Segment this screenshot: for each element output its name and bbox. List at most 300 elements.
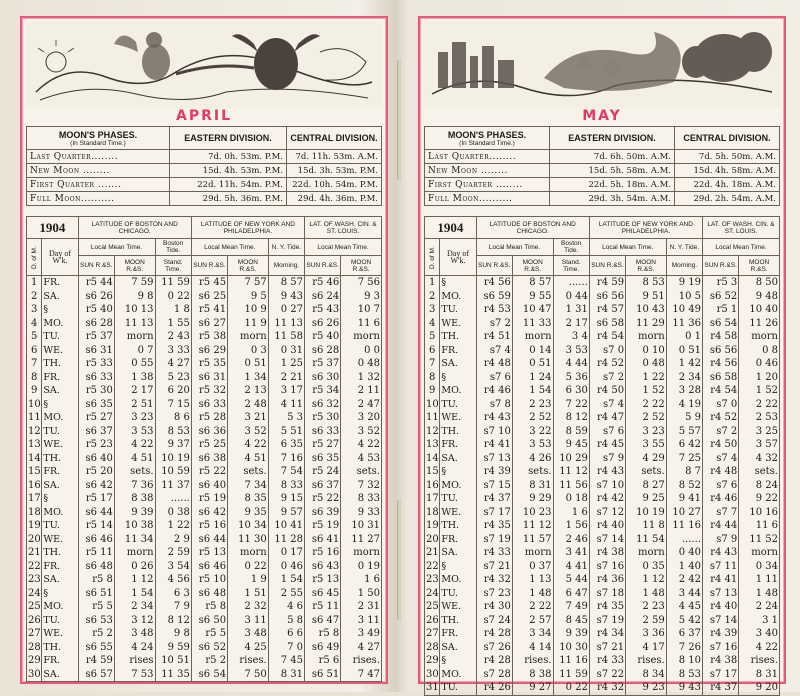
day-of-month-cell: 17 [28,493,41,505]
day-of-month-heading: D. of M. [27,239,42,276]
moon-newyork-cell: 8 34 [626,668,667,682]
day-of-month-cell: 8 [27,371,42,385]
sun-boston-cell: r5 44 [78,276,114,290]
sun-boston-cell: s6 40 [78,452,114,466]
month-title: MAY [582,108,622,124]
sun-washington-cell: r4 56 [703,357,739,371]
moon-washington-cell: 10 40 [739,303,780,317]
day-of-month-cell: 6 [425,344,440,358]
tide-newyork-cell: 10 27 [666,506,702,520]
day-of-week-cell: TH. [42,452,78,466]
day-of-week-cell: MO. [42,600,78,614]
day-of-week-cell: § [440,276,476,290]
sun-newyork-cell: s6 58 [589,317,625,331]
moon-washington-cell: morn [739,546,780,560]
ny-tide-heading: N. Y. Tide. [268,239,304,256]
calendar-row [425,303,780,317]
tide-newyork-cell: 10 5 [666,290,702,304]
sun-washington-cell: r4 37 [703,681,739,695]
day-of-week-cell: MO. [440,573,476,587]
tide-newyork-cell: 4 45 [666,600,702,614]
sun-boston-cell: s6 28 [78,317,114,331]
moon-washington-cell: 11 26 [739,317,780,331]
calendar-row [425,357,780,371]
tide-newyork-cell: 0 27 [268,303,304,317]
sun-washington-cell: r5 22 [305,492,341,506]
sun-boston-cell: s7 23 [476,587,512,601]
washington-heading: LAT. OF WASH. CIN. & ST. LOUIS. [305,217,382,239]
moon-newyork-cell: 11 30 [228,533,269,547]
tide-newyork-cell: 11 16 [666,519,702,533]
sun-boston-cell: r4 46 [476,384,512,398]
tide-boston-cell: 0 22 [155,290,191,304]
day-of-week-cell: § [440,654,476,668]
sun-newyork-cell: s6 38 [191,452,227,466]
tide-boston-cell: 8 6 [155,411,191,425]
sun-boston-cell: r4 43 [476,411,512,425]
tide-newyork-cell: 9 15 [268,492,304,506]
sun-washington-cell: s6 54 [703,317,739,331]
sun-washington-cell: s7 7 [703,506,739,520]
may-header-engraving-icon [424,22,780,108]
sun-washington-cell: s6 28 [305,344,341,358]
moon-newyork-cell: 1 34 [228,371,269,385]
sun-boston-cell: r4 30 [476,600,512,614]
moon-washington-cell: morn [341,330,382,344]
moon-washington-cell: 1 32 [341,371,382,385]
day-of-week-cell: MO. [42,411,78,425]
calendar-row [425,465,780,479]
calendar-row [27,654,382,668]
local-mean-time-heading: Local Mean Time. [305,239,382,256]
tide-boston-cell: 11 35 [155,668,191,682]
moon-washington-cell: 3 25 [739,425,780,439]
moon-boston-cell: 11 33 [512,317,553,331]
calendar-row [27,533,382,547]
moon-boston-cell: morn [512,330,553,344]
day-of-week-cell: WE. [440,600,476,614]
sun-newyork-cell: r5 35 [191,357,227,371]
moon-boston-cell: 1 12 [114,573,155,587]
sun-boston-cell: r5 20 [78,465,114,479]
tide-boston-cell: 5 44 [553,573,589,587]
day-of-month-cell: 14 [28,452,41,464]
moon-washington-cell: 1 52 [739,384,780,398]
moon-boston-cell: 1 54 [114,587,155,601]
moon-boston-cell: 9 27 [512,681,553,695]
moon-boston-cell: 10 47 [512,303,553,317]
sun-boston-cell: r5 23 [78,438,114,452]
moon-boston-cell: 2 23 [512,398,553,412]
new-york-philadelphia-heading: LATITUDE OF NEW YORK AND PHILADELPHIA. [191,217,304,239]
moon-boston-cell: 7 53 [114,668,155,682]
sun-boston-cell: r5 8 [78,573,114,587]
tide-newyork-cell: 6 6 [268,627,304,641]
calendar-row [27,303,382,317]
day-of-week-cell: § [42,587,78,601]
moon-washington-cell: 1 6 [341,573,382,587]
calendar-row [425,425,780,439]
moon-washington-cell: 7 47 [341,668,382,682]
day-of-week-cell: SA. [440,452,476,466]
calendar-row [425,614,780,628]
moon-newyork-cell: 7 50 [228,668,269,682]
calendar-row [425,384,780,398]
sun-washington-cell: s6 32 [305,398,341,412]
day-of-month-cell: 4 [425,317,440,331]
sun-newyork-cell: r5 38 [191,330,227,344]
sun-heading: SUN R.&S. [78,256,114,276]
sun-boston-cell: s7 10 [476,425,512,439]
moon-boston-cell: morn [114,330,155,344]
day-of-week-cell: FR. [42,276,78,290]
calendar-row [27,587,382,601]
moon-phases-table [424,126,780,206]
sun-boston-cell: r5 14 [78,519,114,533]
moon-washington-cell: 7 32 [341,479,382,493]
sun-washington-cell: r5 3 [703,276,739,290]
moon-boston-cell: 1 48 [512,587,553,601]
moon-washington-cell: 11 6 [341,317,382,331]
sun-newyork-cell: r5 8 [191,600,227,614]
day-of-week-cell: TU. [42,330,78,344]
day-of-week-cell: § [440,465,476,479]
sun-washington-cell: s7 9 [703,533,739,547]
moon-heading: MOON R.&S. [739,256,780,276]
tide-boston-cell: 6 30 [553,384,589,398]
day-of-week-cell: FR. [440,533,476,547]
moon-newyork-cell: 8 53 [626,276,667,290]
sun-newyork-cell: s7 16 [589,560,625,574]
moon-newyork-cell: 10 43 [626,303,667,317]
sun-washington-cell: s7 17 [703,668,739,682]
moon-boston-cell: 9 39 [114,506,155,520]
sun-newyork-cell: r5 2 [191,654,227,668]
moon-boston-cell: 11 57 [512,533,553,547]
sun-newyork-cell: r5 28 [191,411,227,425]
tide-boston-cell: 7 49 [553,600,589,614]
sun-newyork-cell: r4 50 [589,384,625,398]
tide-newyork-cell: 7 16 [268,452,304,466]
moon-newyork-cell: 2 52 [626,411,667,425]
moon-boston-cell: 0 26 [114,560,155,574]
moon-newyork-cell: 1 51 [228,587,269,601]
calendar-row [425,519,780,533]
moon-newyork-cell: 10 9 [228,303,269,317]
moon-washington-cell: sets. [739,465,780,479]
sun-newyork-cell: r5 13 [191,546,227,560]
calendar-row [425,492,780,506]
sun-newyork-cell: r5 32 [191,384,227,398]
tide-newyork-cell: 9 41 [666,492,702,506]
moon-newyork-cell: 9 51 [626,290,667,304]
moon-newyork-cell: 3 52 [228,425,269,439]
moon-boston-cell: 8 38 [512,668,553,682]
year-heading: 1904 [425,217,477,239]
moon-boston-cell: 2 52 [512,411,553,425]
calendar-row [425,668,780,682]
sun-washington-cell: s7 16 [703,641,739,655]
sun-boston-cell: r5 33 [78,357,114,371]
tide-newyork-cell: 10 41 [268,519,304,533]
moon-newyork-cell: 2 13 [228,384,269,398]
moon-boston-cell: 3 53 [114,425,155,439]
tide-newyork-cell: 9 43 [666,681,702,695]
tide-newyork-cell: 8 33 [268,479,304,493]
day-of-week-cell: SA. [440,546,476,560]
moon-washington-cell: 1 20 [739,371,780,385]
sun-washington-cell: s7 13 [703,587,739,601]
calendar-row [27,519,382,533]
day-of-month-cell: 28 [426,641,439,653]
moon-newyork-cell: 1 22 [626,371,667,385]
calendar-row [27,411,382,425]
moon-newyork-cell: 10 34 [228,519,269,533]
tide-boston-cell: 8 12 [155,614,191,628]
moon-boston-cell: 1 54 [512,384,553,398]
calendar-row [425,276,780,290]
eastern-division-header: EASTERN DIVISION. [170,127,287,150]
calendar-row [27,452,382,466]
sun-newyork-cell: s7 22 [589,668,625,682]
sun-boston-cell: r4 28 [476,654,512,668]
moon-newyork-cell: 4 25 [228,641,269,655]
day-of-week-cell: WE. [42,438,78,452]
moon-boston-cell: 3 34 [512,627,553,641]
moon-boston-cell: 0 55 [114,357,155,371]
sun-newyork-cell: s6 31 [191,371,227,385]
moon-boston-cell: rises [114,654,155,668]
calendar-row [425,438,780,452]
sun-boston-cell: s6 51 [78,587,114,601]
calendar-row [425,587,780,601]
sun-heading: SUN R.&S. [305,256,341,276]
calendar-row [27,573,382,587]
tide-newyork-cell: 5 51 [268,425,304,439]
day-of-month-cell: 4 [27,317,42,331]
phase-row: Full Moon.......... 29d. 5h. 36m. P.M. 29d. 4h. 36m. P.M. [27,192,382,206]
day-of-month-cell: 7 [425,357,440,371]
sun-washington-cell: s6 37 [305,479,341,493]
moon-boston-cell: 1 38 [114,371,155,385]
moon-washington-cell: 11 27 [341,533,382,547]
tide-boston-cell: 0 44 [553,290,589,304]
sun-boston-cell: r5 5 [78,600,114,614]
calendar-row [425,600,780,614]
sun-washington-cell: r5 19 [305,519,341,533]
day-of-month-cell: 11 [426,412,439,424]
sun-boston-cell: r4 33 [476,546,512,560]
sun-boston-cell: r5 2 [78,627,114,641]
sun-newyork-cell: r5 45 [191,276,227,290]
sun-washington-cell: r4 58 [703,330,739,344]
moon-boston-cell: 2 17 [114,384,155,398]
sun-washington-cell: s6 51 [305,668,341,682]
day-of-week-cell: FR. [440,438,476,452]
tide-boston-cell: 8 53 [155,425,191,439]
moon-washington-cell: rises. [739,654,780,668]
sun-washington-cell: s6 39 [305,506,341,520]
tide-boston-cell: 10 29 [553,452,589,466]
calendar-row [27,465,382,479]
moon-washington-cell: 9 48 [739,290,780,304]
sun-newyork-cell: r4 34 [589,627,625,641]
day-of-month-cell: 14 [426,452,439,464]
tide-newyork-cell: 2 42 [666,573,702,587]
sun-washington-cell: s6 47 [305,614,341,628]
calendar-row [27,560,382,574]
moon-washington-cell: 2 31 [341,600,382,614]
sun-washington-cell: r5 30 [305,411,341,425]
tide-boston-cell: 6 20 [155,384,191,398]
moon-newyork-cell: 9 23 [626,681,667,695]
moon-washington-cell: rises. [341,654,382,668]
sun-newyork-cell: r4 40 [589,519,625,533]
tide-boston-cell: 11 56 [553,479,589,493]
calendar-row [425,681,780,695]
tide-boston-cell: 3 54 [155,560,191,574]
tide-boston-cell: 1 56 [553,519,589,533]
sun-washington-cell: r5 37 [305,357,341,371]
day-of-week-cell: SA. [42,479,78,493]
tide-newyork-cell: 1 40 [666,560,702,574]
sun-boston-cell: r5 11 [78,546,114,560]
moon-newyork-cell: 9 35 [228,506,269,520]
moon-newyork-cell: 2 23 [626,600,667,614]
moon-washington-cell: 0 19 [341,560,382,574]
day-of-week-cell: MO. [440,479,476,493]
day-of-week-cell: SA. [42,290,78,304]
april-page [20,16,388,684]
calendar-row [425,560,780,574]
day-of-week-cell: § [42,398,78,412]
sun-washington-cell: r4 50 [703,438,739,452]
sun-washington-cell: s6 24 [305,290,341,304]
sun-newyork-cell: r4 54 [589,330,625,344]
tide-boston-cell: 7 9 [155,600,191,614]
day-of-week-cell: FR. [440,344,476,358]
sun-washington-cell: r4 40 [703,600,739,614]
calendar-row [425,573,780,587]
moon-boston-cell: 3 48 [114,627,155,641]
calendar-row [425,452,780,466]
moon-newyork-cell: 11 29 [626,317,667,331]
moon-washington-cell: 9 20 [739,681,780,695]
tide-newyork-cell: 4 19 [666,398,702,412]
moon-newyork-cell: 0 51 [228,357,269,371]
day-of-week-cell: MO. [440,290,476,304]
moon-newyork-cell: morn [626,330,667,344]
moon-newyork-cell: 11 9 [228,317,269,331]
tide-newyork-cell: 10 49 [666,303,702,317]
sun-boston-cell: s6 26 [78,290,114,304]
tide-newyork-cell: 1 54 [268,573,304,587]
sun-washington-cell: r5 24 [305,465,341,479]
sun-washington-cell: s7 6 [703,479,739,493]
day-of-month-cell: 5 [425,330,440,344]
sun-newyork-cell: s6 44 [191,533,227,547]
calendar-row [425,398,780,412]
day-of-month-cell: 20 [28,533,41,545]
sun-washington-cell: s6 45 [305,587,341,601]
sun-newyork-cell: s6 33 [191,398,227,412]
day-of-month-cell: 23 [28,574,41,586]
sun-washington-cell: s6 30 [305,371,341,385]
sun-newyork-cell: s6 56 [589,290,625,304]
calendar-row [425,506,780,520]
day-of-week-cell: WE. [440,317,476,331]
tide-boston-cell: 9 39 [553,627,589,641]
tide-newyork-cell: 0 1 [666,330,702,344]
tide-newyork-cell: 0 17 [268,546,304,560]
moon-washington-cell: 10 31 [341,519,382,533]
day-of-month-cell: 9 [425,384,440,398]
sun-newyork-cell: r4 38 [589,546,625,560]
day-of-week-cell: § [440,560,476,574]
moon-boston-cell: rises. [512,654,553,668]
tide-newyork-cell: 0 46 [268,560,304,574]
sun-washington-cell: r4 38 [703,654,739,668]
tide-newyork-cell: 7 25 [666,452,702,466]
day-of-week-cell: TU. [42,425,78,439]
day-of-week-cell: FR. [42,560,78,574]
sun-newyork-cell: r4 45 [589,438,625,452]
sun-boston-cell: r4 59 [78,654,114,668]
moon-heading: MOON R.&S. [228,256,269,276]
day-of-month-cell: 21 [28,547,41,559]
day-of-week-cell: FR. [42,371,78,385]
day-of-month-cell: 3 [425,303,440,317]
tide-newyork-cell: 11 36 [666,317,702,331]
calendar-row [425,479,780,493]
day-of-week-heading: Day of W'k. [440,239,476,276]
tide-newyork-cell: 9 43 [268,290,304,304]
tide-newyork-cell: 5 9 [666,411,702,425]
calendar-row [27,290,382,304]
tide-newyork-cell: 3 17 [268,384,304,398]
boston-tide-heading: Boston Tide. [553,239,589,256]
sun-boston-cell: r4 37 [476,492,512,506]
sun-boston-cell: s7 8 [476,398,512,412]
moon-boston-cell: 3 53 [512,438,553,452]
tide-newyork-cell: 3 44 [666,587,702,601]
tide-boston-cell: 9 37 [155,438,191,452]
calendar-row [425,533,780,547]
boston-chicago-heading: LATITUDE OF BOSTON AND CHICAGO. [476,217,589,239]
tide-newyork-cell: 6 35 [268,438,304,452]
tide-newyork-cell: 6 42 [666,438,702,452]
sun-newyork-cell: r5 25 [191,438,227,452]
tide-boston-cell: ...... [553,276,589,290]
sun-boston-cell: s7 21 [476,560,512,574]
moon-boston-cell: 2 22 [512,600,553,614]
tide-boston-cell: 10 19 [155,452,191,466]
binding-thread [397,60,401,180]
day-of-week-cell: WE. [42,533,78,547]
moon-newyork-cell: 1 12 [626,573,667,587]
moon-newyork-cell: 0 10 [626,344,667,358]
sun-boston-cell: s6 37 [78,425,114,439]
tide-boston-cell: ...... [155,492,191,506]
moon-washington-cell: 2 22 [739,398,780,412]
sun-newyork-cell: r5 5 [191,627,227,641]
sun-washington-cell: r4 52 [703,411,739,425]
sun-newyork-cell: r4 32 [589,681,625,695]
tide-boston-cell: 11 59 [155,276,191,290]
tide-newyork-cell: 11 58 [268,330,304,344]
phase-row: Full Moon.......... 29d. 3h. 54m. A.M. 29d. 2h. 54m. A.M. [425,192,780,206]
moon-boston-cell: 7 36 [114,479,155,493]
